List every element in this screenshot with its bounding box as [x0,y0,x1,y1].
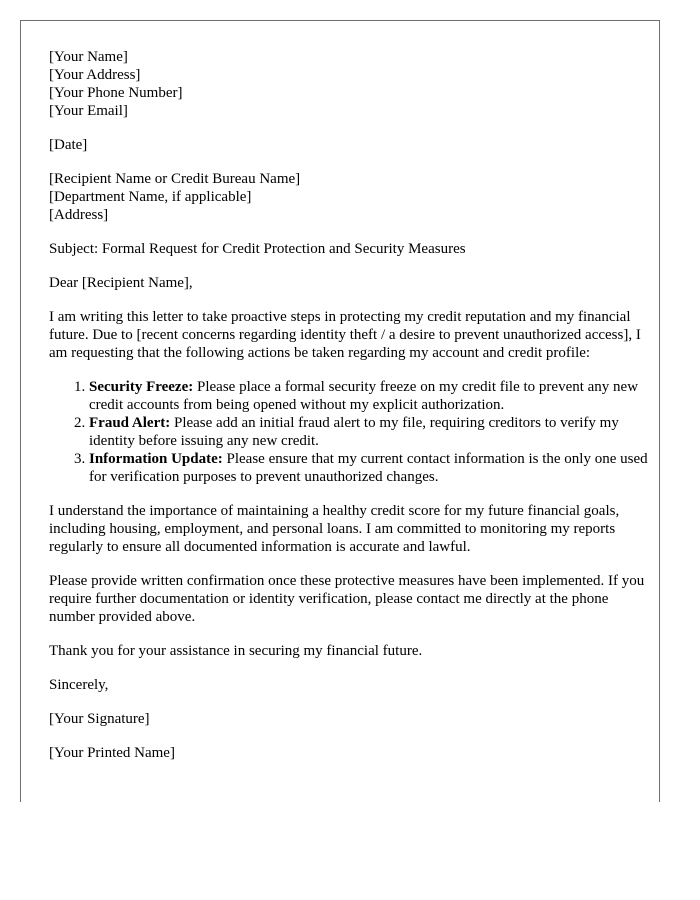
sender-address: [Your Address] [49,67,141,83]
salutation: Dear [Recipient Name], [49,275,193,291]
recipient-department: [Department Name, if applicable] [49,189,252,205]
letter-page [20,20,660,802]
request-list [49,378,649,486]
thanks-line: Thank you for your assistance in securing my financial future. [49,643,423,659]
recipient-name: [Recipient Name or Credit Bureau Name] [49,171,301,187]
request-title: Information Update: [89,451,223,467]
sender-name: [Your Name] [49,49,128,65]
sender-phone: [Your Phone Number] [49,85,183,101]
closing-line: Sincerely, [49,677,109,693]
request-item-security-freeze [89,378,649,414]
signature-placeholder: [Your Signature] [49,711,150,727]
sender-email: [Your Email] [49,103,128,119]
subject-line: Subject: Formal Request for Credit Protection and Security Measures [49,241,466,257]
request-item-fraud-alert [89,414,649,450]
letter-date: [Date] [49,137,88,153]
letter-content [49,48,649,778]
sender-block [49,48,649,120]
request-text: Please ensure that my current contact information is the only one used for verification purposes to prevent unauthorized changes. [89,451,648,485]
recipient-address: [Address] [49,207,109,223]
recipient-block [49,170,649,224]
intro-paragraph: I am writing this letter to take proactive steps in protecting my credit reputation and my financial future. Due to [recent concerns regarding identity theft / a desire to prevent unauthorized access], I am requesting that the following actions be taken regarding my account and credit profile: [49,309,641,361]
request-text: Please add an initial fraud alert to my file, requiring creditors to verify my identity before issuing any new credit. [89,415,619,449]
request-text: Please place a formal security freeze on my credit file to prevent any new credit accounts from being opened without my explicit authorization. [89,379,639,413]
body-paragraph-credit-score: I understand the importance of maintaining a healthy credit score for my future financial goals, including housing, employment, and personal loans. I am committed to monitoring my reports regularly to ensure all documented information is accurate and lawful. [49,503,620,555]
request-title: Security Freeze: [89,379,194,395]
request-title: Fraud Alert: [89,415,171,431]
printed-name: [Your Printed Name] [49,745,175,761]
body-paragraph-confirmation: Please provide written confirmation once these protective measures have been implemented. If you require further documentation or identity verification, please contact me directly at the phone number provided above. [49,573,645,625]
request-item-information-update [89,450,649,486]
